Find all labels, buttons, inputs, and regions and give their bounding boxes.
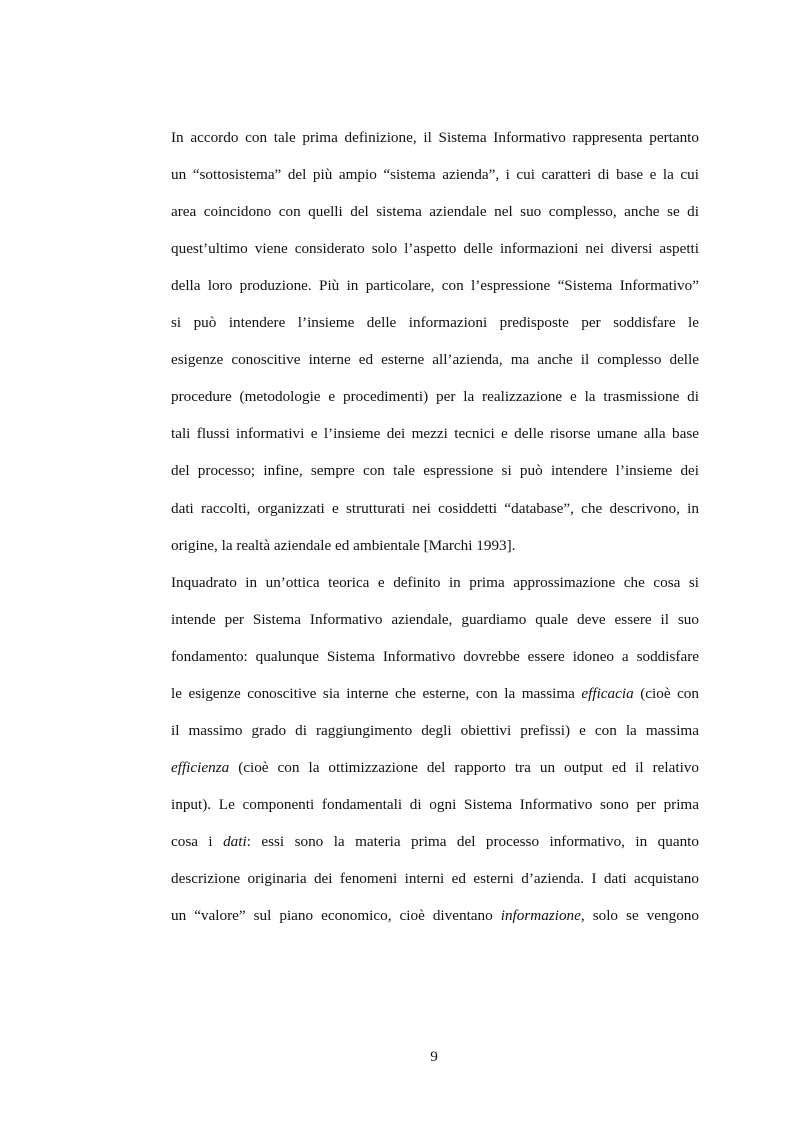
text-run: dati raccolti, organizzati e strutturati nei cosiddetti “database”, che descrivono, in [171, 499, 699, 517]
text-run: il massimo grado di raggiungimento degli obiettivi prefissi) e con la massima [171, 721, 699, 739]
text-line [171, 869, 699, 889]
text-run: procedure (metodologie e procedimenti) per la realizzazione e la trasmissione di [171, 388, 699, 406]
text-line [171, 647, 699, 667]
text-line [171, 165, 699, 185]
text-run: un “valore” sul piano economico, cioè diventano [171, 907, 501, 925]
italic-term: dati [223, 832, 247, 850]
text-line [171, 610, 699, 630]
text-run: tali flussi informativi e l’insieme dei mezzi tecnici e delle risorse umane alla base [171, 425, 699, 443]
text-line [171, 795, 699, 815]
text-run: : essi sono la materia prima del processo informativo, in quanto [246, 832, 699, 850]
text-run: , solo se vengono [580, 907, 699, 925]
text-line [171, 128, 699, 148]
text-run: esigenze conoscitive interne ed esterne all’azienda, ma anche il complesso delle [171, 351, 699, 369]
text-line [171, 461, 699, 481]
text-line [171, 906, 699, 926]
text-run: si può intendere l’insieme delle informazioni predisposte per soddisfare le [171, 314, 699, 332]
text-line [171, 424, 699, 444]
text-line [171, 832, 699, 852]
italic-term: efficacia [581, 684, 634, 702]
page-number: 9 [430, 1048, 438, 1065]
text-line [171, 573, 699, 593]
text-run: fondamento: qualunque Sistema Informativo dovrebbe essere idoneo a soddisfare [171, 647, 699, 665]
text-run: In accordo con tale prima definizione, il Sistema Informativo rappresenta pertanto [171, 129, 699, 146]
text-line [171, 239, 699, 259]
text-line [171, 313, 699, 333]
italic-term: efficienza [171, 758, 230, 776]
text-line [171, 721, 699, 741]
text-line [171, 684, 699, 704]
text-run: (cioè con la ottimizzazione del rapporto tra un output ed il relativo [229, 758, 699, 776]
text-run: cosa i [171, 832, 224, 850]
text-line [171, 758, 699, 778]
text-line [171, 536, 699, 556]
text-run: del processo; infine, sempre con tale espressione si può intendere l’insieme dei [171, 462, 699, 480]
text-run: quest’ultimo viene considerato solo l’aspetto delle informazioni nei diversi aspetti [171, 240, 699, 258]
text-line [171, 350, 699, 370]
text-run: (cioè con [633, 684, 699, 702]
italic-term: informazione [500, 907, 581, 925]
text-run: input). Le componenti fondamentali di ogni Sistema Informativo sono per prima [171, 795, 699, 813]
text-run: le esigenze conoscitive sia interne che esterne, con la massima [171, 684, 582, 702]
text-run: intende per Sistema Informativo aziendale, guardiamo quale deve essere il suo [171, 610, 699, 628]
text-line [171, 499, 699, 519]
text-line [171, 276, 699, 296]
text-run: descrizione originaria dei fenomeni interni ed esterni d’azienda. I dati acquistano [171, 870, 699, 887]
text-run: origine, la realtà aziendale ed ambientale [Marchi 1993]. [171, 536, 516, 554]
text-run: della loro produzione. Più in particolare, con l’espressione “Sistema Informativo” [171, 277, 699, 295]
text-run: un “sottosistema” del più ampio “sistema azienda”, i cui caratteri di base e la cui [171, 166, 699, 184]
text-run: Inquadrato in un’ottica teorica e definito in prima approssimazione che cosa si [171, 573, 699, 591]
text-line [171, 202, 699, 222]
text-run: area coincidono con quelli del sistema aziendale nel suo complesso, anche se di [171, 203, 699, 221]
text-line [171, 387, 699, 407]
